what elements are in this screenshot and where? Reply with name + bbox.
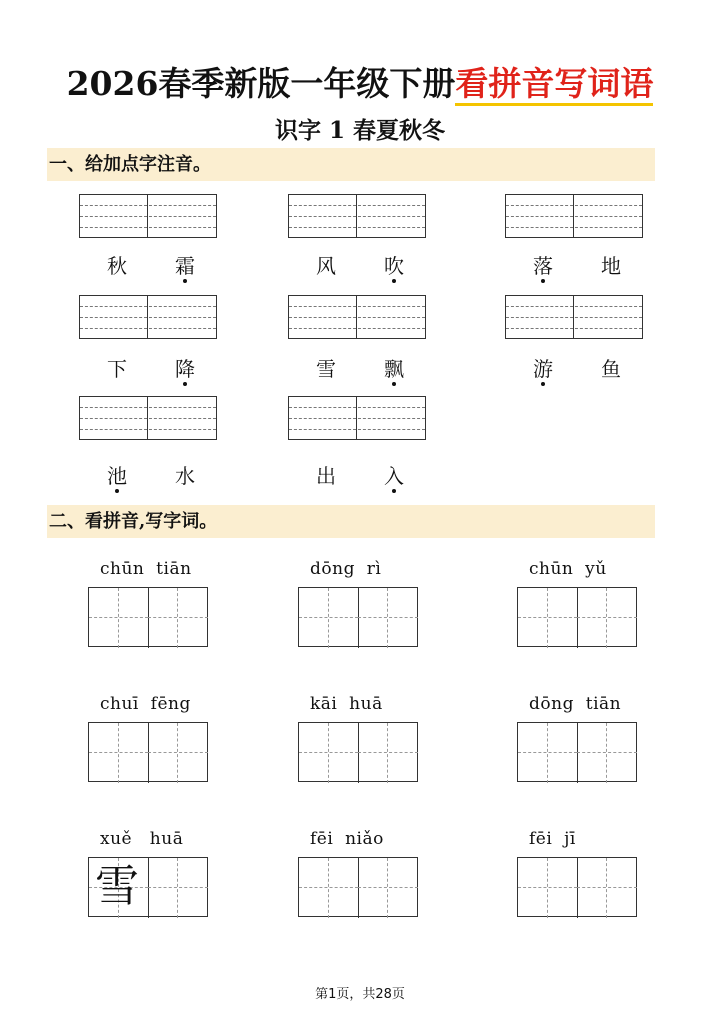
- character-writing-grid[interactable]: [298, 587, 418, 647]
- word-char: 入: [382, 460, 406, 489]
- pinyin-prompt: chūn tiān: [100, 559, 192, 579]
- word-pair: [288, 250, 426, 280]
- pinyin-prompt: fēi niǎo: [310, 829, 384, 849]
- word-char: 鱼: [601, 357, 621, 381]
- title-main: 2026春季新版一年级下册: [66, 64, 456, 103]
- word-pair: [288, 353, 426, 383]
- word-pair: [79, 460, 217, 490]
- character-writing-grid[interactable]: [517, 587, 637, 647]
- pinyin-prompt: chuī fēng: [100, 694, 191, 714]
- pinyin-answer-box[interactable]: [505, 194, 643, 238]
- word-pair: [505, 353, 643, 383]
- word-char: 池: [105, 460, 129, 489]
- character-writing-grid[interactable]: [88, 857, 208, 917]
- word-pair: [79, 250, 217, 280]
- word-char: 霜: [173, 250, 197, 279]
- word-char: 秋: [107, 254, 127, 278]
- page-footer: 第1页，共28页: [315, 987, 405, 1002]
- character-writing-grid[interactable]: [298, 722, 418, 782]
- section-1-heading: 一、给加点字注音。: [47, 148, 655, 181]
- word-char: 雪: [316, 357, 336, 381]
- pinyin-prompt: fēi jī: [529, 829, 576, 849]
- pinyin-prompt: dōng rì: [310, 559, 382, 579]
- pinyin-prompt: kāi huā: [310, 694, 383, 714]
- pinyin-prompt: dōng tiān: [529, 694, 622, 714]
- pinyin-prompt: xuě huā: [100, 829, 184, 849]
- word-char: 落: [531, 250, 555, 279]
- pinyin-answer-box[interactable]: [79, 295, 217, 339]
- word-char: 地: [601, 254, 621, 278]
- character-writing-grid[interactable]: [517, 722, 637, 782]
- word-char: 下: [107, 357, 127, 381]
- word-pair: [505, 250, 643, 280]
- character-writing-grid[interactable]: [88, 587, 208, 647]
- word-char: 降: [173, 353, 197, 382]
- pinyin-answer-box[interactable]: [79, 396, 217, 440]
- word-pair: [288, 460, 426, 490]
- pinyin-answer-box[interactable]: [288, 194, 426, 238]
- word-char: 水: [175, 464, 195, 488]
- word-char: 吹: [382, 250, 406, 279]
- pinyin-prompt: chūn yǔ: [529, 559, 607, 579]
- word-char: 出: [316, 464, 336, 488]
- word-pair: [79, 353, 217, 383]
- word-char: 飘: [382, 353, 406, 382]
- page-title: [0, 58, 720, 105]
- pinyin-answer-box[interactable]: [79, 194, 217, 238]
- pinyin-answer-box[interactable]: [288, 396, 426, 440]
- pinyin-answer-box[interactable]: [505, 295, 643, 339]
- character-writing-grid[interactable]: [88, 722, 208, 782]
- word-char: 风: [316, 254, 336, 278]
- word-char: 游: [531, 353, 555, 382]
- title-highlight: 看拼音写词语: [455, 64, 653, 106]
- section-2-heading: 二、看拼音,写字词。: [47, 505, 655, 538]
- character-writing-grid[interactable]: [517, 857, 637, 917]
- sample-character: 雪: [95, 861, 139, 912]
- pinyin-answer-box[interactable]: [288, 295, 426, 339]
- lesson-subtitle: 识字 1 春夏秋冬: [274, 117, 446, 144]
- character-writing-grid[interactable]: [298, 857, 418, 917]
